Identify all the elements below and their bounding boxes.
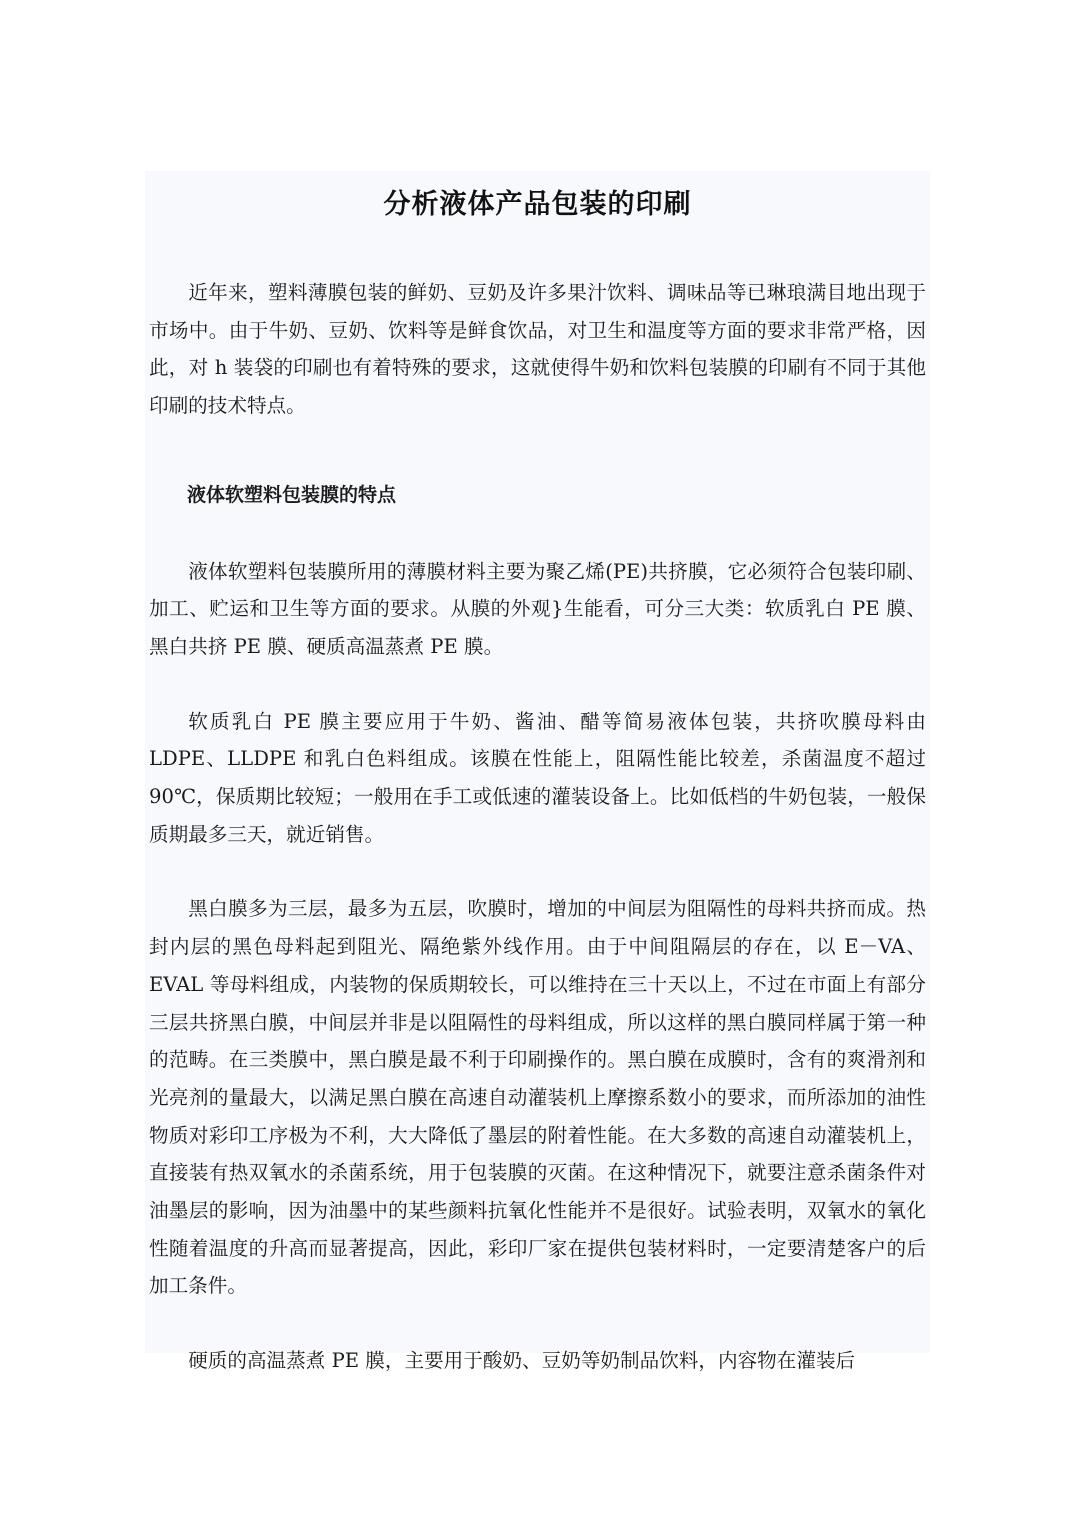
paragraph-soft-milky-film: 软质乳白 PE 膜主要应用于牛奶、酱油、醋等简易液体包装，共挤吹膜母料由 LDPE、LLDPE 和乳白色料组成。该膜在性能上，阻隔性能比较差，杀菌温度不超过 90℃，保质期比较短；一般用在手工或低速的灌装设备上。比如低档的牛奶包装，一般保质期最多三天，就近销售。	[149, 709, 926, 846]
section-heading: 液体软塑料包装膜的特点	[187, 483, 397, 506]
paragraph-materials: 液体软塑料包装膜所用的薄膜材料主要为聚乙烯(PE)共挤膜，它必须符合包装印刷、加工、贮运和卫生等方面的要求。从膜的外观}生能看，可分三大类：软质乳白 PE 膜、黑白共挤 PE 膜、硬质高温蒸煮 PE 膜。	[149, 559, 926, 658]
document-content-block	[145, 171, 930, 1373]
paragraph-black-white-film: 黑白膜多为三层，最多为五层，吹膜时，增加的中间层为阻隔性的母料共挤而成。热封内层的黑色母料起到阻光、隔绝紫外线作用。由于中间阻隔层的存在，以 E－VA、EVAL 等母料组成，内装物的保质期较长，可以维持在三十天以上，不过在市面上有部分三层共挤黑白膜，中间层并非是以阻隔性的母料组成，所以这样的黑白膜同样属于第一种的范畴。在三类膜中，黑白膜是最不利于印刷操作的。黑白膜在成膜时，含有的爽滑剂和光亮剂的量最大，以满足黑白膜在高速自动灌装机上摩擦系数小的要求，而所添加的油性物质对彩印工序极为不利，大大降低了墨层的附着性能。在大多数的高速自动灌装机上，直接装有热双氧水的杀菌系统，用于包装膜的灭菌。在这种情况下，就要注意杀菌条件对油墨层的影响，因为油墨中的某些颜料抗氧化性能并不是很好。试验表明，双氧水的氧化性随着温度的升高而显著提高，因此，彩印厂家在提供包装材料时，一定要清楚客户的后加工条件。	[149, 897, 926, 1298]
paragraph-hard-retort-film: 硬质的高温蒸煮 PE 膜，主要用于酸奶、豆奶等奶制品饮料，内容物在灌装后	[188, 1349, 856, 1373]
paragraph-intro: 近年来，塑料薄膜包装的鲜奶、豆奶及许多果汁饮料、调味品等已琳琅满目地出现于市场中。由于牛奶、豆奶、饮料等是鲜食饮品，对卫生和温度等方面的要求非常严格，因此，对 h 装袋的印刷也有着特殊的要求，这就使得牛奶和饮料包装膜的印刷有不同于其他印刷的技术特点。	[149, 281, 926, 418]
document-title: 分析液体产品包装的印刷	[383, 189, 692, 220]
